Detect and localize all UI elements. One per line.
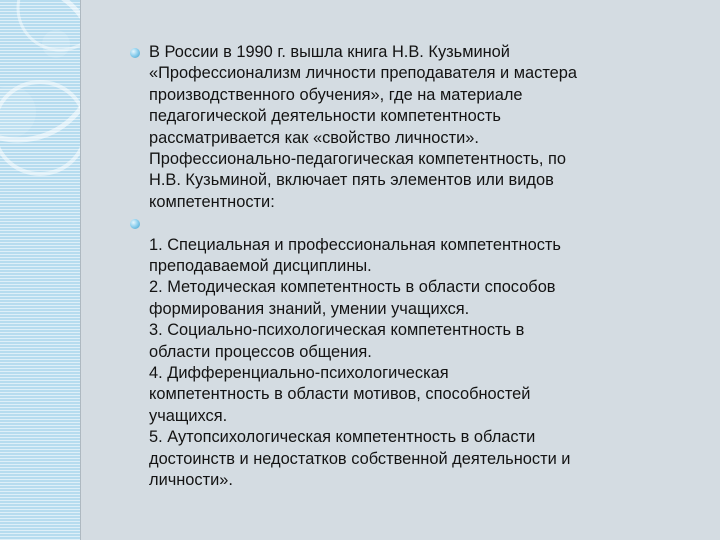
text-line: 3. Социально-психологическая компетентность в bbox=[149, 321, 525, 340]
text-line: компетентность в области мотивов, способностей bbox=[149, 385, 531, 404]
text-line: формирования знаний, умении учащихся. bbox=[149, 299, 470, 318]
text-line: компетентности: bbox=[149, 192, 275, 211]
bullet-text bbox=[149, 213, 700, 491]
text-line: области процессов общения. bbox=[149, 342, 372, 361]
bullet-item bbox=[130, 42, 700, 213]
text-line: Профессионально-педагогическая компетентность, по bbox=[149, 150, 566, 169]
decorative-rings bbox=[0, 0, 80, 540]
text-line: педагогической деятельности компетентность bbox=[149, 107, 501, 126]
text-line: В России в 1990 г. вышла книга Н.В. Кузьминой bbox=[149, 43, 510, 61]
text-line: достоинств и недостатков собственной деятельности и bbox=[149, 449, 571, 468]
text-line: 1. Специальная и профессиональная компетентность bbox=[149, 235, 561, 254]
text-line: «Профессионализм личности преподавателя и мастера bbox=[149, 64, 577, 83]
text-line: рассматривается как «свойство личности». bbox=[149, 128, 479, 147]
sidebar-divider bbox=[80, 0, 81, 540]
text-line: личности». bbox=[149, 471, 233, 490]
decorative-sidebar bbox=[0, 0, 80, 540]
bullet-icon bbox=[130, 219, 140, 229]
text-line bbox=[149, 213, 700, 234]
text-line: производственного обучения», где на материале bbox=[149, 85, 523, 104]
text-line: Н.В. Кузьминой, включает пять элементов или видов bbox=[149, 171, 554, 190]
bullet-icon bbox=[130, 48, 140, 58]
text-line: преподаваемой дисциплины. bbox=[149, 257, 372, 276]
text-line: 5. Аутопсихологическая компетентность в области bbox=[149, 428, 536, 447]
text-line: учащихся. bbox=[149, 406, 228, 425]
bullet-item bbox=[130, 213, 700, 491]
bullet-text bbox=[149, 42, 700, 213]
slide-content bbox=[130, 42, 700, 492]
text-line: 4. Дифференциально-психологическая bbox=[149, 364, 449, 383]
text-line: 2. Методическая компетентность в области способов bbox=[149, 278, 556, 297]
